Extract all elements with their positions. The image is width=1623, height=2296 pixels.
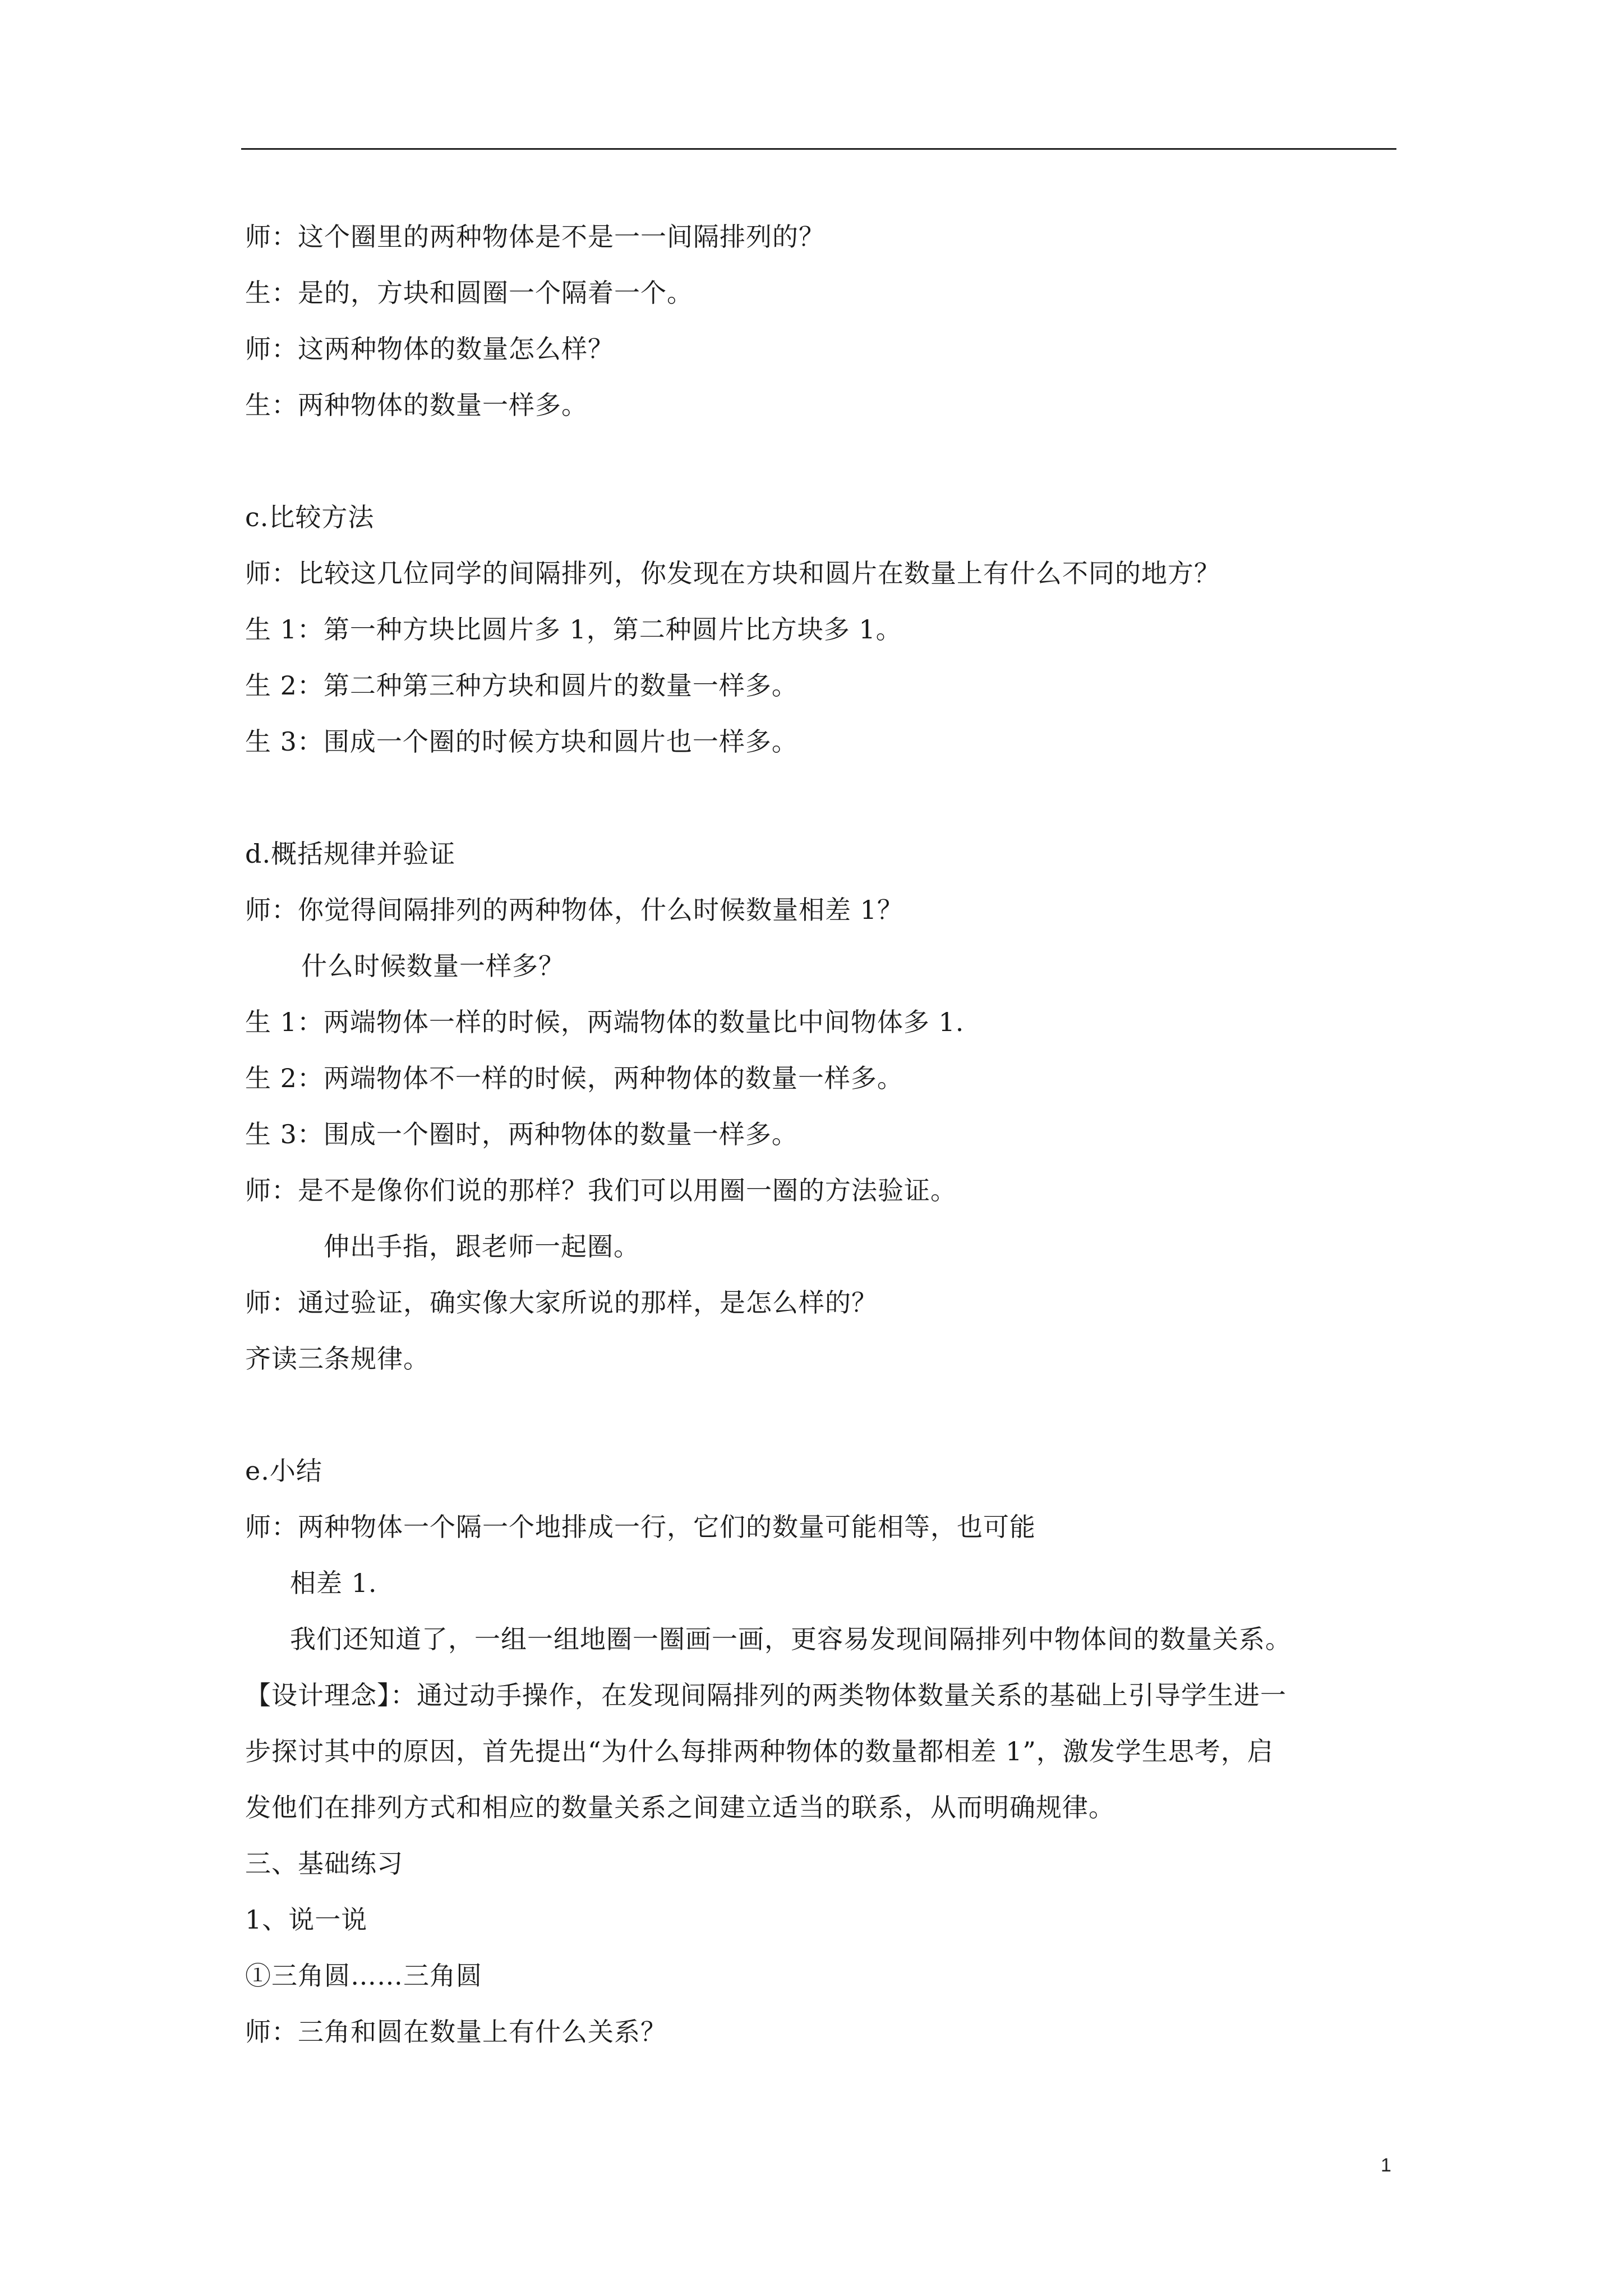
dialogue-line-continued: 什么时候数量一样多？ [301, 951, 565, 981]
design-concept-line: 步探讨其中的原因，首先提出“为什么每排两种物体的数量都相差 1”，激发学生思考，启 [245, 1736, 1274, 1766]
document-body [245, 209, 1400, 2060]
dialogue-line: 生 1：第一种方块比圆片多 1，第二种圆片比方块多 1。 [245, 614, 902, 645]
header-rule [241, 148, 1396, 150]
section-heading: e.小结 [245, 1456, 322, 1486]
dialogue-line: 生 3：围成一个圈的时候方块和圆片也一样多。 [245, 726, 798, 757]
subsection-heading: 1、说一说 [245, 1904, 368, 1935]
spacer [245, 770, 1400, 826]
section-heading: 三、基础练习 [245, 1848, 403, 1879]
instruction-line: 齐读三条规律。 [245, 1343, 430, 1374]
dialogue-line: 师：这两种物体的数量怎么样？ [245, 334, 614, 364]
dialogue-line: 师：是不是像你们说的那样？我们可以用圈一圈的方法验证。 [245, 1175, 957, 1205]
design-concept-line: 【设计理念】：通过动手操作，在发现间隔排列的两类物体数量关系的基础上引导学生进一 [245, 1680, 1287, 1710]
dialogue-line: 生 3：围成一个圈时，两种物体的数量一样多。 [245, 1119, 798, 1149]
dialogue-line: 生 1：两端物体一样的时候，两端物体的数量比中间物体多 1. [245, 1007, 965, 1037]
dialogue-line: 生 2：第二种第三种方块和圆片的数量一样多。 [245, 670, 798, 701]
dialogue-line: 生：两种物体的数量一样多。 [245, 390, 588, 420]
dialogue-line: 师：比较这几位同学的间隔排列，你发现在方块和圆片在数量上有什么不同的地方？ [245, 558, 1220, 588]
dialogue-line: 生：是的，方块和圆圈一个隔着一个。 [245, 278, 693, 308]
paragraph-line: 我们还知道了，一组一组地圈一圈画一画，更容易发现间隔排列中物体间的数量关系。 [290, 1624, 1292, 1654]
section-heading: c.比较方法 [245, 502, 375, 532]
dialogue-line: 生 2：两端物体不一样的时候，两种物体的数量一样多。 [245, 1063, 903, 1093]
exercise-item: ①三角圆……三角圆 [245, 1961, 482, 1991]
dialogue-line: 师：你觉得间隔排列的两种物体，什么时候数量相差 1？ [245, 895, 903, 925]
dialogue-line: 师：两种物体一个隔一个地排成一行，它们的数量可能相等，也可能 [245, 1512, 1036, 1542]
design-concept-line: 发他们在排列方式和相应的数量关系之间建立适当的联系，从而明确规律。 [245, 1792, 1115, 1823]
page-number: 1 [1381, 2155, 1391, 2176]
spacer [245, 433, 1400, 489]
spacer [245, 1387, 1400, 1443]
dialogue-line: 师：通过验证，确实像大家所说的那样，是怎么样的？ [245, 1287, 878, 1318]
dialogue-line: 师：三角和圆在数量上有什么关系？ [245, 2017, 667, 2047]
dialogue-line: 师：这个圈里的两种物体是不是一一间隔排列的？ [245, 222, 825, 252]
dialogue-line-continued: 伸出手指，跟老师一起圈。 [324, 1231, 640, 1262]
dialogue-line-continued: 相差 1. [290, 1568, 377, 1598]
section-heading: d.概括规律并验证 [245, 839, 456, 869]
